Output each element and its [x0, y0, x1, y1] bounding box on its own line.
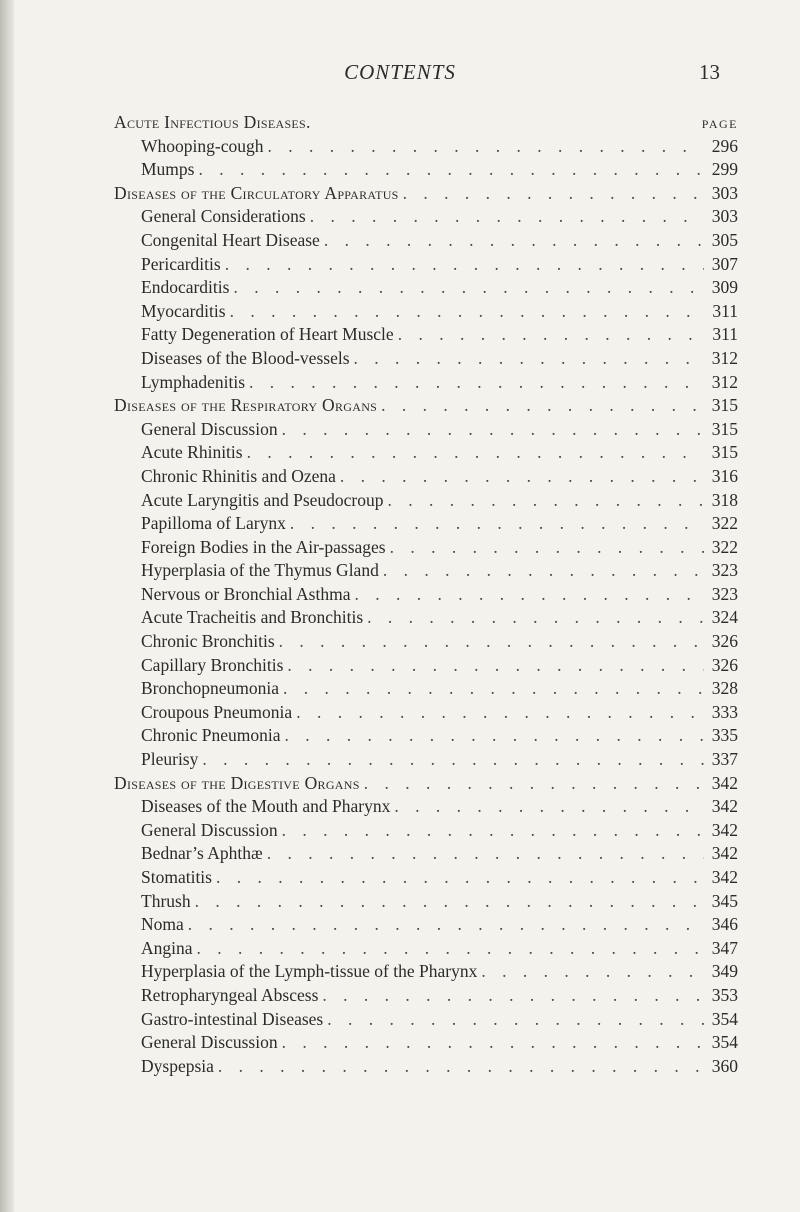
toc-page-number: 360: [711, 1055, 738, 1076]
toc-entry-row: [114, 584, 738, 608]
toc-page-number: 333: [711, 701, 738, 722]
toc-entry-label: Dyspepsia: [141, 1055, 214, 1076]
toc-page-number: 345: [711, 890, 738, 911]
toc-page-number: 322: [711, 513, 738, 534]
dot-leader: [198, 159, 704, 180]
dot-leader: [282, 820, 704, 841]
toc-page-number: 326: [711, 631, 738, 652]
toc-entry-row: [114, 324, 738, 348]
toc-entry-row: [114, 678, 738, 702]
dot-leader: [383, 560, 704, 581]
dot-leader: [216, 867, 704, 888]
toc-page-number: 315: [711, 395, 738, 416]
dot-leader: [340, 466, 704, 487]
toc-entry-row: [114, 631, 738, 655]
toc-entry-label: Capillary Bronchitis: [141, 654, 284, 675]
dot-leader: [290, 513, 704, 534]
toc-entry-label: Whooping-cough: [141, 135, 264, 156]
page-header: [0, 60, 800, 90]
dot-leader: [398, 324, 704, 345]
toc-entry-label: Chronic Rhinitis and Ozena: [141, 465, 336, 486]
toc-entry-row: [114, 820, 738, 844]
dot-leader: [388, 490, 704, 511]
dot-leader: [218, 1056, 704, 1077]
toc-entry-label: Acute Tracheitis and Bronchitis: [141, 607, 364, 628]
toc-page-number: 353: [711, 984, 738, 1005]
toc-entry-row: [114, 796, 738, 820]
toc-entry-label: Angina: [141, 937, 193, 958]
toc-entry-row: [114, 1056, 738, 1080]
toc-entry-label: Retropharyngeal Abscess: [141, 984, 319, 1005]
toc-entry-row: [114, 159, 738, 183]
toc-entry-row: [114, 372, 738, 396]
toc-page-number: 296: [711, 135, 738, 156]
dot-leader: [267, 843, 704, 864]
toc-page-number: 312: [711, 371, 738, 392]
toc-entry-label: General Discussion: [141, 819, 278, 840]
toc-page-number: 323: [711, 560, 738, 581]
toc-entry-label: Endocarditis: [141, 277, 230, 298]
toc-page-number: 307: [711, 253, 738, 274]
toc-page-number: 337: [711, 749, 738, 770]
dot-leader: [202, 749, 704, 770]
toc-entry-row: [114, 985, 738, 1009]
toc-entry-label: General Discussion: [141, 418, 278, 439]
dot-leader: [381, 395, 704, 416]
toc-entry-label: Diseases of the Mouth and Pharynx: [141, 796, 391, 817]
toc-page-number: 347: [711, 937, 738, 958]
toc-heading-row: [114, 112, 738, 136]
toc-entry-row: [114, 230, 738, 254]
dot-leader: [367, 607, 704, 628]
toc-entry-label: Foreign Bodies in the Air-passages: [141, 536, 386, 557]
toc-entry-row: [114, 891, 738, 915]
toc-page-number: 342: [711, 772, 738, 793]
toc-page-number: 342: [711, 796, 738, 817]
toc-entry-row: [114, 749, 738, 773]
toc-entry-label: Noma: [141, 914, 184, 935]
table-of-contents: [114, 112, 738, 1079]
toc-entry-label: Chronic Pneumonia: [141, 725, 281, 746]
dot-leader: [394, 796, 704, 817]
dot-leader: [188, 914, 704, 935]
dot-leader: [322, 985, 704, 1006]
toc-entry-row: [114, 277, 738, 301]
toc-page-number: 349: [711, 961, 738, 982]
toc-entry-label: Hyperplasia of the Thymus Gland: [141, 560, 379, 581]
dot-leader: [364, 773, 704, 794]
toc-page-number: 354: [711, 1032, 738, 1053]
toc-page-number: 323: [711, 583, 738, 604]
dot-leader: [296, 702, 704, 723]
dot-leader: [282, 1032, 704, 1053]
toc-entry-label: Stomatitis: [141, 867, 212, 887]
toc-entry-row: [114, 348, 738, 372]
toc-entry-row: [114, 490, 738, 514]
toc-entry-row: [114, 914, 738, 938]
toc-entry-label: Bednar’s Aphthæ: [141, 843, 263, 864]
dot-leader: [285, 725, 705, 746]
toc-entry-row: [114, 655, 738, 679]
dot-leader: [230, 301, 704, 322]
toc-entry-row: [114, 513, 738, 537]
toc-entry-label: Fatty Degeneration of Heart Muscle: [141, 324, 394, 345]
running-title: CONTENTS: [344, 60, 456, 84]
dot-leader: [310, 206, 704, 227]
dot-leader: [324, 230, 704, 251]
toc-entry-label: Myocarditis: [141, 300, 226, 321]
toc-entry-row: [114, 725, 738, 749]
toc-entry-label: Lymphadenitis: [141, 371, 246, 392]
toc-entry-label: Pericarditis: [141, 253, 221, 274]
toc-page-number: 354: [711, 1008, 738, 1029]
toc-page-number: 318: [711, 489, 738, 510]
toc-page-number: 328: [711, 678, 738, 699]
toc-page-number: 315: [711, 418, 738, 439]
dot-leader: [197, 938, 704, 959]
toc-page-number: 342: [711, 819, 738, 840]
dot-leader: [390, 537, 704, 558]
toc-entry-row: [114, 466, 738, 490]
toc-entry-label: Papilloma of Larynx: [141, 513, 286, 534]
toc-section-row: [114, 395, 738, 419]
toc-page-number: 315: [711, 442, 738, 463]
toc-entry-row: [114, 206, 738, 230]
dot-leader: [247, 442, 704, 463]
page-number: 13: [699, 60, 720, 84]
dot-leader: [282, 419, 704, 440]
toc-entry-row: [114, 1009, 738, 1033]
toc-entry-row: [114, 607, 738, 631]
dot-leader: [279, 631, 704, 652]
toc-entry-row: [114, 1032, 738, 1056]
dot-leader: [354, 348, 704, 369]
toc-page-number: 303: [711, 182, 738, 203]
toc-page-number: 311: [712, 300, 738, 321]
toc-entry-row: [114, 938, 738, 962]
toc-page-number: 324: [711, 607, 738, 628]
toc-page-number: 311: [712, 324, 738, 345]
toc-page-number: 346: [711, 914, 738, 935]
toc-page-number: 342: [711, 843, 738, 864]
dot-leader: [287, 655, 704, 676]
toc-entry-row: [114, 843, 738, 867]
toc-page-number: 309: [711, 277, 738, 298]
dot-leader: [195, 891, 704, 912]
toc-entry-row: [114, 961, 738, 985]
toc-entry-label: Bronchopneumonia: [141, 678, 280, 699]
dot-leader: [354, 584, 704, 605]
toc-entry-row: [114, 442, 738, 466]
dot-leader: [249, 372, 704, 393]
dot-leader: [481, 961, 704, 982]
toc-section-label: Diseases of the Respiratory Organs: [114, 395, 378, 416]
toc-section-label: Diseases of the Digestive Organs: [114, 772, 360, 793]
toc-section-row: [114, 183, 738, 207]
toc-section-row: [114, 773, 738, 797]
toc-entry-label: Nervous or Bronchial Asthma: [141, 583, 351, 604]
toc-page-number: 305: [711, 229, 738, 250]
toc-section-label: Diseases of the Circulatory Apparatus: [114, 182, 399, 203]
toc-entry-label: General Discussion: [141, 1032, 278, 1053]
toc-page-number: 322: [711, 536, 738, 557]
toc-entry-label: Diseases of the Blood-vessels: [141, 347, 350, 368]
toc-page-number: 326: [711, 654, 738, 675]
toc-entry-row: [114, 867, 738, 891]
page-column-label: PAGE: [701, 117, 738, 131]
toc-page-number: 316: [711, 465, 738, 486]
toc-page-number: 342: [711, 867, 738, 887]
toc-entry-row: [114, 419, 738, 443]
toc-page-number: 299: [711, 159, 738, 180]
section-heading: Acute Infectious Diseases.: [114, 112, 311, 132]
toc-entry-row: [114, 537, 738, 561]
dot-leader: [283, 678, 704, 699]
toc-entry-label: Croupous Pneumonia: [141, 701, 293, 722]
dot-leader: [327, 1009, 704, 1030]
toc-entry-row: [114, 301, 738, 325]
toc-entry-label: Acute Laryngitis and Pseudocroup: [141, 489, 384, 510]
toc-page-number: 312: [711, 347, 738, 368]
toc-page-number: 335: [711, 725, 738, 746]
toc-page-number: 303: [711, 206, 738, 227]
dot-leader: [233, 277, 704, 298]
dot-leader: [403, 183, 704, 204]
toc-rows: [114, 136, 738, 1080]
dot-leader: [267, 136, 704, 157]
toc-entry-label: Chronic Bronchitis: [141, 631, 275, 652]
toc-entry-label: Gastro-intestinal Diseases: [141, 1008, 324, 1029]
toc-entry-label: Acute Rhinitis: [141, 442, 243, 463]
toc-entry-label: Congenital Heart Disease: [141, 229, 320, 250]
toc-entry-label: Thrush: [141, 890, 191, 911]
dot-leader: [225, 254, 704, 275]
toc-entry-row: [114, 560, 738, 584]
toc-entry-row: [114, 702, 738, 726]
toc-entry-label: Hyperplasia of the Lymph-tissue of the Pharynx: [141, 961, 478, 982]
toc-entry-label: Pleurisy: [141, 749, 199, 770]
toc-entry-row: [114, 254, 738, 278]
toc-entry-label: General Considerations: [141, 206, 306, 227]
toc-entry-label: Mumps: [141, 159, 195, 180]
toc-entry-row: [114, 136, 738, 160]
book-binding-shadow: [0, 0, 14, 1212]
